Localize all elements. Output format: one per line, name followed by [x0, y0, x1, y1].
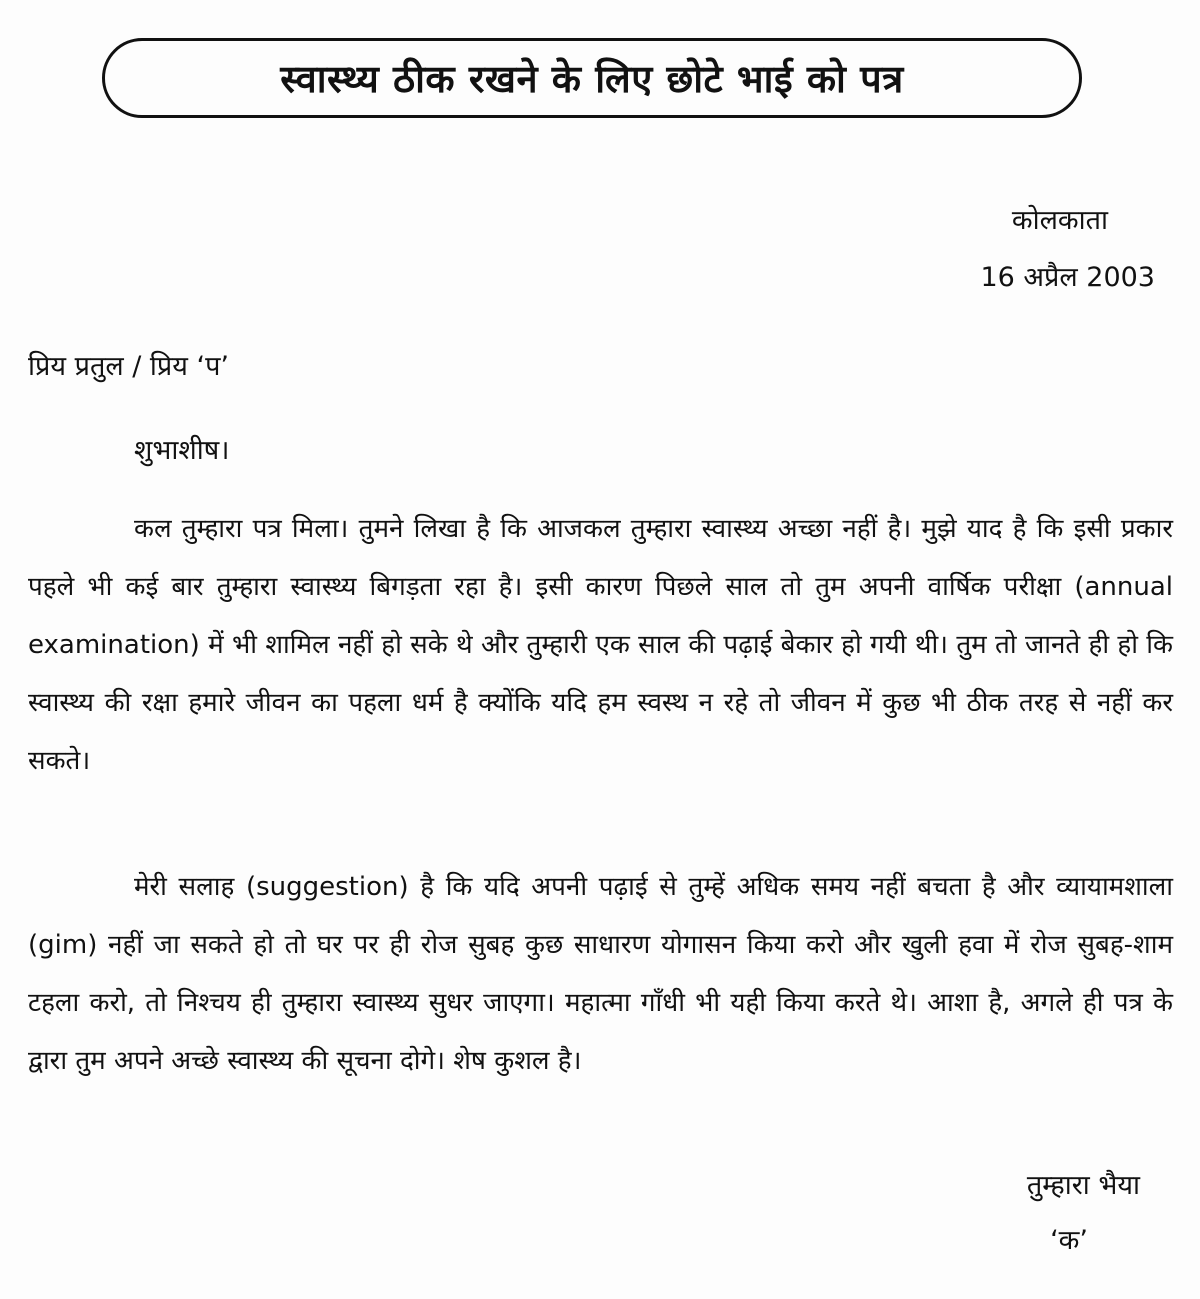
title-box	[102, 38, 1082, 118]
body-paragraph-2: मेरी सलाह (suggestion) है कि यदि अपनी पढ़ाई से तुम्हें अधिक समय नहीं बचता है और व्यायामशाला (gim) नहीं जा सकते हो तो घर पर ही रोज सुबह कुछ साधारण योगासन किया करो और खुली हवा में रोज सुबह-शाम टहला करो, तो निश्चय ही तुम्हारा स्वास्थ्य सुधर जाएगा। महात्मा गाँधी भी यही किया करते थे। आशा है, अगले ही पत्र के द्वारा तुम अपने अच्छे स्वास्थ्य की सूचना दोगे। शेष कुशल है।	[28, 872, 1173, 1076]
salutation: प्रिय प्रतुल / प्रिय ‘प’	[28, 351, 230, 382]
greeting: शुभाशीष।	[134, 435, 230, 466]
signer: ‘क’	[1050, 1225, 1088, 1256]
letter-date: 16 अप्रैल 2003	[980, 262, 1155, 293]
letter-title: स्वास्थ्य ठीक रखने के लिए छोटे भाई को पत्र	[280, 57, 904, 101]
sender-place: कोलकाता	[1011, 205, 1108, 236]
body-paragraph-1: कल तुम्हारा पत्र मिला। तुमने लिखा है कि आजकल तुम्हारा स्वास्थ्य अच्छा नहीं है। मुझे याद है कि इसी प्रकार पहले भी कई बार तुम्हारा स्वास्थ्य बिगड़ता रहा है। इसी कारण पिछले साल तो तुम अपनी वार्षिक परीक्षा (annual examination) में भी शामिल नहीं हो सके थे और तुम्हारी एक साल की पढ़ाई बेकार हो गयी थी। तुम तो जानते ही हो कि स्वास्थ्य की रक्षा हमारे जीवन का पहला धर्म है क्योंकि यदि हम स्वस्थ न रहे तो जीवन में कुछ भी ठीक तरह से नहीं कर सकते।	[28, 514, 1173, 776]
signoff: तुम्हारा भैया	[1026, 1170, 1140, 1201]
